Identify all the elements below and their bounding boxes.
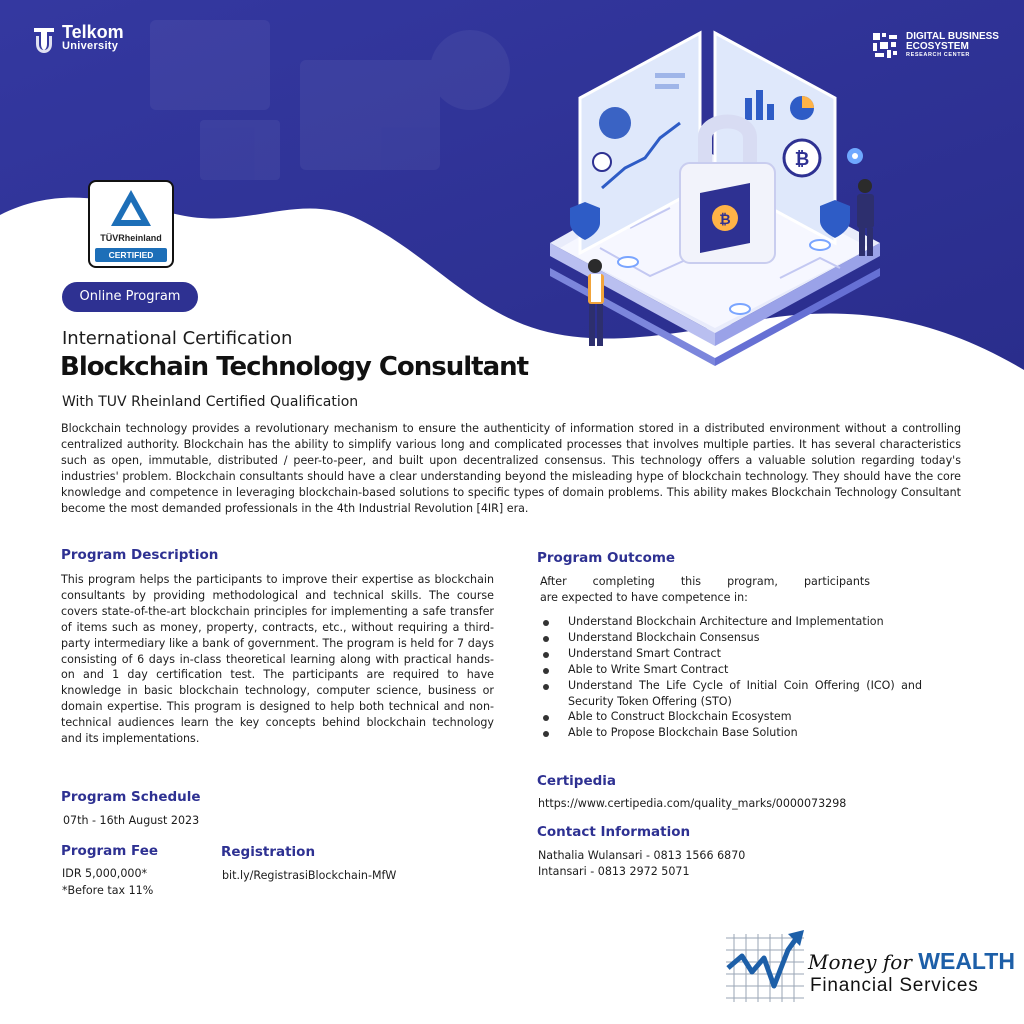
telkom-logo-icon [32,22,56,54]
rising-chart-icon [724,928,806,1004]
contact-information-heading: Contact Information [537,824,691,840]
bitcoin-coin-icon [593,153,611,171]
dber-line1: DIGITAL BUSINESS [906,30,999,42]
certipedia-heading: Certipedia [537,773,617,789]
program-fee-value: IDR 5,000,000* [62,867,148,880]
program-outcome-intro [540,574,870,606]
mfw-line2: Financial Services [810,975,979,996]
program-fee-note: *Before tax 11% [62,884,154,897]
program-outcome-heading: Program Outcome [537,550,676,566]
certification-kicker: International Certification [62,328,293,349]
tuv-brand-name: TÜVRheinland [100,233,162,243]
dber-line3: RESEARCH CENTER [906,51,971,58]
blockchain-illustration [540,28,900,368]
program-description-heading: Program Description [61,547,219,563]
list-item: Understand The Life Cycle of Initial Coin Offering (ICO) and Security Token Offering (STO) [540,678,922,710]
tuv-certified-badge [88,180,174,268]
program-fee-heading: Program Fee [61,843,159,859]
page-title: Blockchain Technology Consultant [60,352,529,382]
registration-link[interactable]: bit.ly/RegistrasiBlockchain-MfW [222,869,397,882]
tuv-certified-label: CERTIFIED [95,248,167,262]
mfw-line1 [808,948,1015,975]
page-subtitle: With TUV Rheinland Certified Qualification [62,394,359,410]
contact-line-2: Intansari - 0813 2972 5071 [538,865,690,878]
registration-heading: Registration [221,844,316,860]
online-program-pill: Online Program [62,282,198,312]
money-for-wealth-logo [716,918,1024,1024]
telkom-logo-sub: University [62,40,119,52]
intro-paragraph: Blockchain technology provides a revolutionary mechanism to ensure the authenticity of information stored in a distributed environment without a controlling centralized authority. Blockchain has the ability to simplify various long and complicated processes that involves multiple parties. It has several characteristics such as open, immutable, distributed / peer-to-peer, and built upon decentralized consensus. This technology offers a valuable solution regarding today's industries' problem. Blockchain consultants should have a clear understanding beyond the misleading hype of blockchain technology. They should have the core knowledge and competence in leveraging blockchain-based solutions to specific types of domain problems. This ability makes Blockchain Technology Consultant become the most demanded professionals in the 4th Industrial Revolution [4IR] era. [61,422,961,515]
program-description-body: This program helps the participants to improve their expertise as blockchain consultants by providing methodological and technical skills. The course covers state-of-the-art blockchain principles for implementing a safe transfer of items such as money, property, contracts, etc., without requiring a third-party intermediary like a bank of government. The program is held for 7 days consisting of 6 days in-class theoretical learning along with practical hands-on and 1 day certification test. The participants are required to have knowledge in basic blockchain technology, computer science, business or domain expertise. This program is designed to help both technical and non-technical audiences learn the key concepts behind blockchain technology and its implementations. [61,573,494,746]
list-item: Able to Propose Blockchain Base Solution [540,725,922,741]
outcome-intro-line2: are expected to have competence in: [540,590,748,604]
globe-icon [599,107,631,139]
program-schedule-value: 07th - 16th August 2023 [63,814,200,827]
program-schedule-heading: Program Schedule [61,789,201,805]
outcome-list [540,614,922,741]
svg-text:₿: ₿ [719,212,731,228]
list-item: Able to Construct Blockchain Ecosystem [540,709,922,725]
mfw-line1-a: Money for [808,950,919,974]
list-item: Able to Write Smart Contract [540,662,922,678]
certipedia-url[interactable]: https://www.certipedia.com/quality_marks/0000073298 [538,797,847,810]
list-item: Understand Blockchain Consensus [540,630,922,646]
outcome-intro-line1: After completing this program, participants [540,575,870,588]
contact-line-1: Nathalia Wulansari - 0813 1566 6870 [538,849,746,862]
tuv-triangle-icon [109,188,153,230]
telkom-university-logo [32,22,124,54]
telkom-logo-name: Telkom [62,22,124,42]
svg-text:₿: ₿ [794,149,810,170]
dber-line2: ECOSYSTEM [906,40,969,52]
mfw-line1-b: WEALTH [918,948,1015,974]
list-item: Understand Blockchain Architecture and Implementation [540,614,922,630]
list-item: Understand Smart Contract [540,646,922,662]
